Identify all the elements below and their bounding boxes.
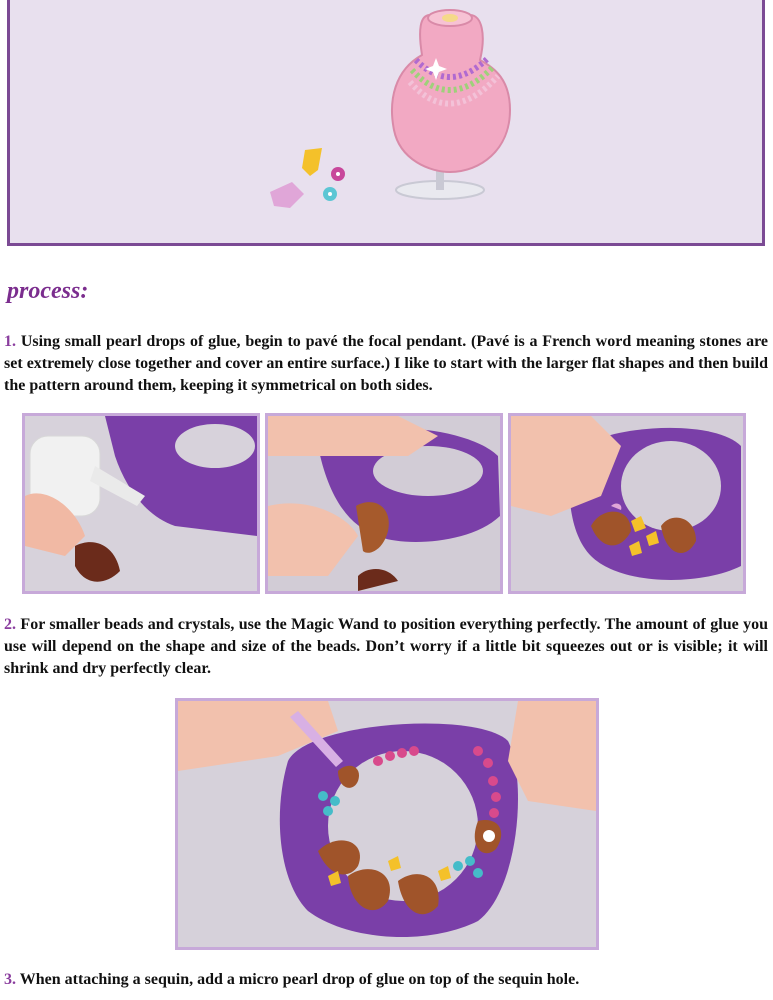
step-number: 1. [4, 333, 16, 350]
step-text: Using small pearl drops of glue, begin to pavé the focal pendant. (Pavé is a French word meaning stones are set extremely close together and cover an entire surface.) I like to start with the larger flat shapes and then build the pattern around them, keeping it symmetrical on both sides. [4, 333, 769, 394]
header-illustration-box [7, 0, 765, 246]
step-number: 3. [4, 971, 16, 988]
step-2-photo-magic-wand [175, 698, 599, 950]
necklace-bust-illustration [10, 0, 768, 246]
step-1-photo-symmetric-pattern [508, 413, 746, 594]
step-1-photo-placing-stone [265, 413, 503, 594]
step-number: 2. [4, 616, 16, 633]
step-text: When attaching a sequin, add a micro pearl drop of glue on top of the sequin hole. [19, 971, 580, 988]
bead-cluster-illustration [260, 140, 360, 220]
step-1 [4, 331, 768, 397]
step-text: For smaller beads and crystals, use the Magic Wand to position everything perfectly. The amount of glue you use will depend on the shape and size of the beads. Don’t worry if a little bit squeezes out or is visible; it will shrink and dry perfectly clear. [4, 616, 769, 677]
step-3 [4, 969, 768, 991]
step-1-photo-glue-bottle [22, 413, 260, 594]
section-heading: process: [7, 278, 89, 304]
step-2 [4, 614, 768, 680]
